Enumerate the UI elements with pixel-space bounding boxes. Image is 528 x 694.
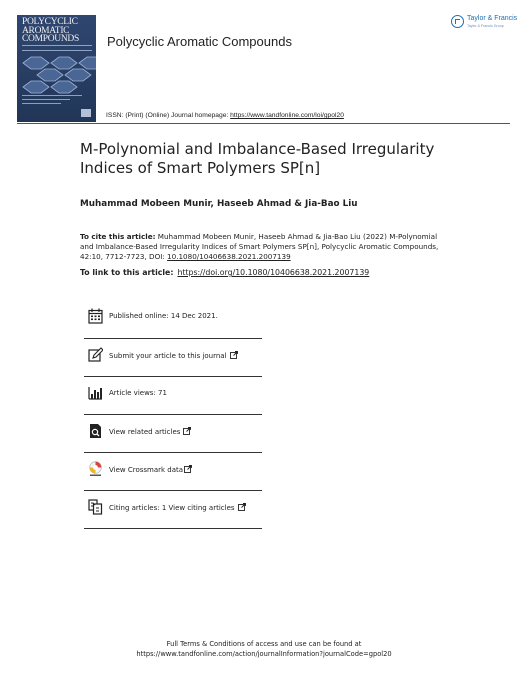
submit-article-row[interactable] xyxy=(84,339,262,377)
crossmark-label xyxy=(109,465,192,474)
article-doi-url-link[interactable]: https://doi.org/10.1080/10406638.2021.2007139 xyxy=(177,268,370,277)
citing-articles-icon xyxy=(88,499,103,515)
submit-article-text: Submit your article to this journal xyxy=(109,352,227,360)
external-link-icon xyxy=(184,465,192,473)
article-authors: Muhammad Mobeen Munir, Haseeb Ahmad & Jia-Bao Liu xyxy=(80,199,358,209)
cover-hexagon-graphic xyxy=(17,53,96,95)
article-link-line xyxy=(80,268,369,277)
terms-footer xyxy=(0,640,528,659)
edit-icon xyxy=(88,347,103,363)
issn-text: ISSN: (Print) (Online) Journal homepage: xyxy=(106,112,231,119)
citing-articles-label xyxy=(109,503,246,512)
citing-articles-row[interactable] xyxy=(84,491,262,529)
doi-link[interactable]: 10.1080/10406638.2021.2007139 xyxy=(167,252,291,261)
cover-text-lines xyxy=(22,95,82,107)
journal-homepage-link[interactable]: https://www.tandfonline.com/loi/gpol20 xyxy=(230,112,344,119)
article-views-label: Article views: 71 xyxy=(109,389,167,397)
header-divider xyxy=(17,123,510,124)
footer-terms-text: Full Terms & Conditions of access and use can be found at xyxy=(166,640,362,648)
taylor-francis-logo[interactable] xyxy=(451,14,518,32)
external-link-icon xyxy=(230,351,238,359)
article-info-list xyxy=(84,300,262,529)
submit-article-label xyxy=(109,351,238,360)
bar-chart-icon xyxy=(88,385,103,401)
crossmark-text: View Crossmark data xyxy=(109,466,184,474)
cover-title: POLYCYCLIC AROMATIC COMPOUNDS xyxy=(22,17,79,45)
related-articles-text: View related articles xyxy=(109,428,181,436)
publisher-tagline: Taylor & Francis Group xyxy=(467,24,504,28)
issn-line xyxy=(106,112,344,119)
footer-terms-link[interactable]: https://www.tandfonline.com/action/journalInformation?journalCode=gpol20 xyxy=(136,649,392,658)
publisher-name: Taylor & Francis xyxy=(467,15,518,22)
citation-block xyxy=(80,232,452,262)
citation-label: To cite this article: xyxy=(80,232,156,241)
crossmark-row[interactable] xyxy=(84,453,262,491)
citation-text: Muhammad Mobeen Munir, Haseeb Ahmad & Jia-Bao Liu (2022) M-Polynomial and Imbalance-Based Irregularity Indices of Smart Polymers SP[n], Polycyclic Aromatic Compounds, 42:10, 7712-7723, DOI: xyxy=(80,232,439,261)
related-articles-row[interactable] xyxy=(84,415,262,453)
citing-articles-text: Citing articles: 1 View citing articles xyxy=(109,504,235,512)
external-link-icon xyxy=(183,427,191,435)
journal-name[interactable]: Polycyclic Aromatic Compounds xyxy=(107,34,292,49)
link-label: To link to this article: xyxy=(80,268,174,277)
publisher-logo-icon xyxy=(451,15,464,28)
related-articles-label xyxy=(109,427,191,436)
calendar-icon xyxy=(88,308,103,324)
journal-cover-image xyxy=(17,15,96,122)
crossmark-icon xyxy=(88,461,103,477)
article-views-row xyxy=(84,377,262,415)
article-title: M-Polynomial and Imbalance-Based Irregularity Indices of Smart Polymers SP[n] xyxy=(80,140,435,177)
published-online-row xyxy=(84,300,262,339)
external-link-icon xyxy=(238,503,246,511)
related-articles-icon xyxy=(88,423,103,439)
cover-subtitle-bar xyxy=(22,45,92,51)
cover-publisher-mark xyxy=(81,109,91,117)
published-online-label: Published online: 14 Dec 2021. xyxy=(109,312,218,320)
